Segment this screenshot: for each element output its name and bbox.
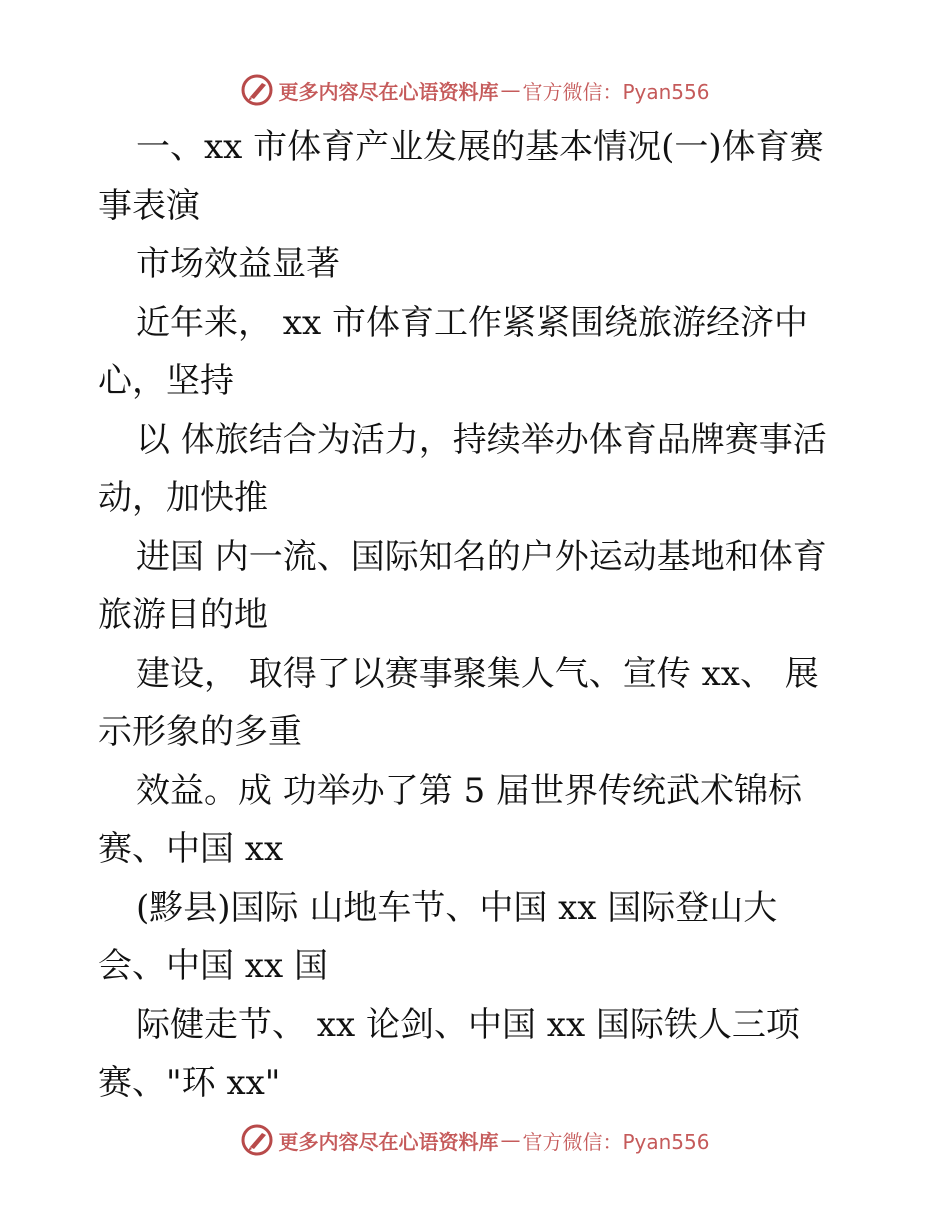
paragraph: 以 体旅结合为活力，持续举办体育品牌赛事活动，加快推: [98, 419, 827, 518]
banner-separator: —: [500, 1128, 521, 1152]
paragraph: 进国 内一流、国际知名的户外运动基地和体育旅游目的地: [98, 536, 827, 635]
paragraph: (黟县)国际 山地车节、中国 xx 国际登山大会、中国 xx 国: [98, 887, 778, 986]
paragraph: 际健走节、 xx 论剑、中国 xx 国际铁人三项赛、"环 xx": [98, 1004, 800, 1103]
footer-watermark-banner: [0, 1120, 950, 1160]
pen-logo-icon: [240, 1123, 274, 1157]
banner-main-text: 更多内容尽在心语资料库: [278, 79, 499, 104]
document-body: [98, 118, 838, 1113]
paragraph: 效益。成 功举办了第 5 届世界传统武术锦标赛、中国 xx: [98, 770, 803, 869]
paragraph: 近年来， xx 市体育工作紧紧围绕旅游经济中心，坚持: [98, 302, 808, 401]
banner-separator: —: [500, 78, 521, 102]
banner-wechat-text: 官方微信：Pyan556: [522, 1129, 710, 1154]
header-watermark-banner: [0, 70, 950, 110]
banner-main-text: 更多内容尽在心语资料库: [278, 1129, 499, 1154]
paragraph: 一、xx 市体育产业发展的基本情况(一)体育赛事表演: [98, 127, 824, 226]
banner-wechat-text: 官方微信：Pyan556: [522, 79, 710, 104]
pen-logo-icon: [240, 73, 274, 107]
paragraph: 建设， 取得了以赛事聚集人气、宣传 xx、 展示形象的多重: [98, 653, 819, 752]
paragraph: 市场效益显著: [136, 244, 340, 284]
